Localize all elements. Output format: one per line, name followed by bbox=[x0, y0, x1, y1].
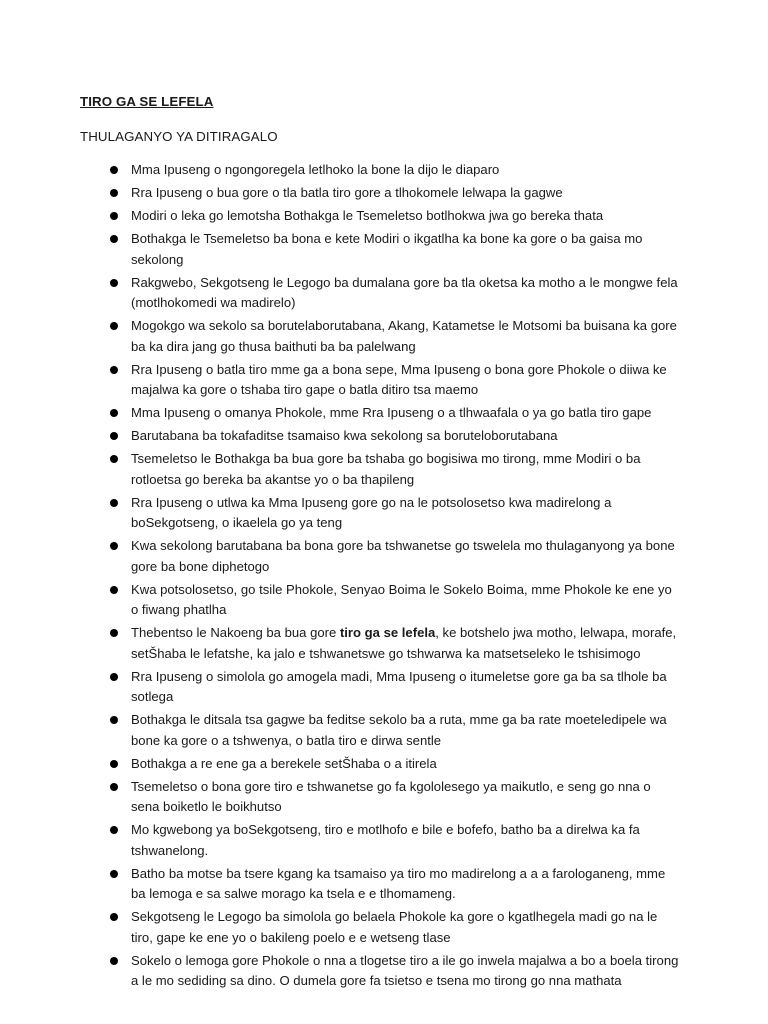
bullet-icon bbox=[110, 322, 118, 330]
document-title: TIRO GA SE LEFELA bbox=[80, 94, 214, 109]
list-item bbox=[0, 536, 768, 577]
list-item-text: Bothakga le Tsemeletso ba bona e kete Modiri o ikgatlha ka bone ka gore o ba gaisa mo sekolong bbox=[131, 231, 643, 267]
list-item-text: Barutabana ba tokafaditse tsamaiso kwa sekolong sa boruteloborutabana bbox=[131, 428, 558, 443]
list-item-text-bold: tiro ga se lefela bbox=[339, 625, 436, 640]
bullet-icon bbox=[110, 235, 118, 243]
bullet-icon bbox=[110, 166, 118, 174]
list-item-text: Rra Ipuseng o bua gore o tla batla tiro gore a tlhokomele lelwapa la gagwe bbox=[131, 185, 563, 200]
list-item-text: Mma Ipuseng o ngongoregela letlhoko la bone la dijo le diaparo bbox=[131, 162, 500, 177]
list-item-text: Mogokgo wa sekolo sa borutelaborutabana, Akang, Katametse le Motsomi ba buisana ka gore ba ka dira jang go thusa baithuti ba ba palelwang bbox=[131, 318, 677, 354]
list-item bbox=[0, 864, 768, 905]
list-item-text: Bothakga le ditsala tsa gagwe ba feditse sekolo ba a ruta, mme ga ba rate moeteledipele wa bone ka gore o a tshwenya, o batla tiro e dirwa sentle bbox=[131, 712, 667, 748]
list-item bbox=[0, 316, 768, 357]
list-item bbox=[0, 777, 768, 818]
list-item bbox=[0, 403, 768, 424]
list-item bbox=[0, 160, 768, 181]
list-item bbox=[0, 907, 768, 948]
list-item-text: Rra Ipuseng o batla tiro mme ga a bona sepe, Mma Ipuseng o bona gore Phokole o diiwa ke majalwa ka gore o tshaba tiro gape o batla ditiro tsa maemo bbox=[131, 361, 667, 397]
list-item-text: Tsemeletso le Bothakga ba bua gore ba tshaba go bogisiwa mo tirong, mme Modiri o ba rotloetsa go bereka ba akantse yo o ba thapileng bbox=[131, 451, 641, 487]
list-item-text: Rra Ipuseng o simolola go amogela madi, Mma Ipuseng o itumeletse gore ga ba sa tlhole ba sotlega bbox=[131, 668, 667, 704]
list-item bbox=[0, 229, 768, 270]
bullet-icon bbox=[110, 760, 118, 768]
list-item bbox=[0, 449, 768, 490]
bullet-icon bbox=[110, 783, 118, 791]
list-item-text: Batho ba motse ba tsere kgang ka tsamaiso ya tiro mo madirelong a a a farologaneng, mme ba lemoga e sa salwe morago ka tsela e e tlhomameng. bbox=[131, 865, 666, 901]
list-item bbox=[0, 820, 768, 861]
list-item bbox=[0, 183, 768, 204]
list-item-text: Tsemeletso o bona gore tiro e tshwanetse go fa kgololesego ya maikutlo, e seng go nna o sena boiketlo le boikhutso bbox=[131, 778, 651, 814]
bullet-icon bbox=[110, 212, 118, 220]
list-item bbox=[0, 273, 768, 314]
list-item bbox=[0, 360, 768, 401]
bullet-icon bbox=[110, 455, 118, 463]
list-item bbox=[0, 426, 768, 447]
list-item-text: Modiri o leka go lemotsha Bothakga le Tsemeletso botlhokwa jwa go bereka thata bbox=[131, 208, 604, 223]
list-item-text: Mo kgwebong ya boSekgotseng, tiro e motlhofo e bile e bofefo, batho ba a direlwa ka fa tshwanelong. bbox=[131, 822, 640, 858]
list-item bbox=[0, 580, 768, 621]
list-item-text: Sokelo o lemoga gore Phokole o nna a tlogetse tiro a ile go inwela majalwa a bo a boela tirong a le mo sediding sa dino. O dumela gore fa tsietso e tsena mo tirong go nna mathata bbox=[131, 952, 679, 988]
bullet-icon bbox=[110, 870, 118, 878]
event-list bbox=[0, 160, 768, 994]
bullet-icon bbox=[110, 673, 118, 681]
bullet-icon bbox=[110, 366, 118, 374]
bullet-icon bbox=[110, 542, 118, 550]
list-item bbox=[0, 206, 768, 227]
bullet-icon bbox=[110, 409, 118, 417]
list-item bbox=[0, 754, 768, 775]
list-item-text: Mma Ipuseng o omanya Phokole, mme Rra Ipuseng o a tlhwaafala o ya go batla tiro gape bbox=[131, 405, 652, 420]
list-item-text: Rra Ipuseng o utlwa ka Mma Ipuseng gore go na le potsolosetso kwa madirelong a boSekgotseng, o ikaelela go ya teng bbox=[131, 494, 612, 530]
list-item bbox=[0, 667, 768, 708]
list-item-text: Bothakga a re ene ga a berekele setŠhaba o a itirela bbox=[131, 755, 437, 771]
bullet-icon bbox=[110, 629, 118, 637]
bullet-icon bbox=[110, 499, 118, 507]
bullet-icon bbox=[110, 279, 118, 287]
list-item-text-before: Thebentso le Nakoeng ba bua gore bbox=[131, 625, 340, 640]
bullet-icon bbox=[110, 432, 118, 440]
document-subtitle: THULAGANYO YA DITIRAGALO bbox=[80, 129, 278, 144]
list-item-text: Rakgwebo, Sekgotseng le Legogo ba dumalana gore ba tla oketsa ka motho a le mongwe fela (motlhokomedi wa madirelo) bbox=[131, 274, 678, 310]
bullet-icon bbox=[110, 913, 118, 921]
list-item bbox=[0, 623, 768, 664]
list-item bbox=[0, 493, 768, 534]
bullet-icon bbox=[110, 586, 118, 594]
list-item-text-after: , ke botshelo jwa motho, lelwapa, morafe, setŠhaba le lefatshe, ka jalo e tshwanetswe go tshwarwa ka matsetseleko le tshisimogo bbox=[131, 625, 677, 661]
bullet-icon bbox=[110, 716, 118, 724]
bullet-icon bbox=[110, 957, 118, 965]
list-item-text: Kwa potsolosetso, go tsile Phokole, Senyao Boima le Sokelo Boima, mme Phokole ke ene yo o fiwang phatlha bbox=[131, 581, 672, 617]
bullet-icon bbox=[110, 826, 118, 834]
list-item-text: Kwa sekolong barutabana ba bona gore ba tshwanetse go tswelela mo thulaganyong ya bone gore ba bone diphetogo bbox=[131, 538, 675, 574]
list-item bbox=[0, 710, 768, 751]
list-item bbox=[0, 951, 768, 992]
list-item-text: Sekgotseng le Legogo ba simolola go belaela Phokole ka gore o kgatlhegela madi go na le tiro, gape ke ene yo o bakileng poelo e e wetseng tlase bbox=[131, 909, 658, 945]
bullet-icon bbox=[110, 189, 118, 197]
